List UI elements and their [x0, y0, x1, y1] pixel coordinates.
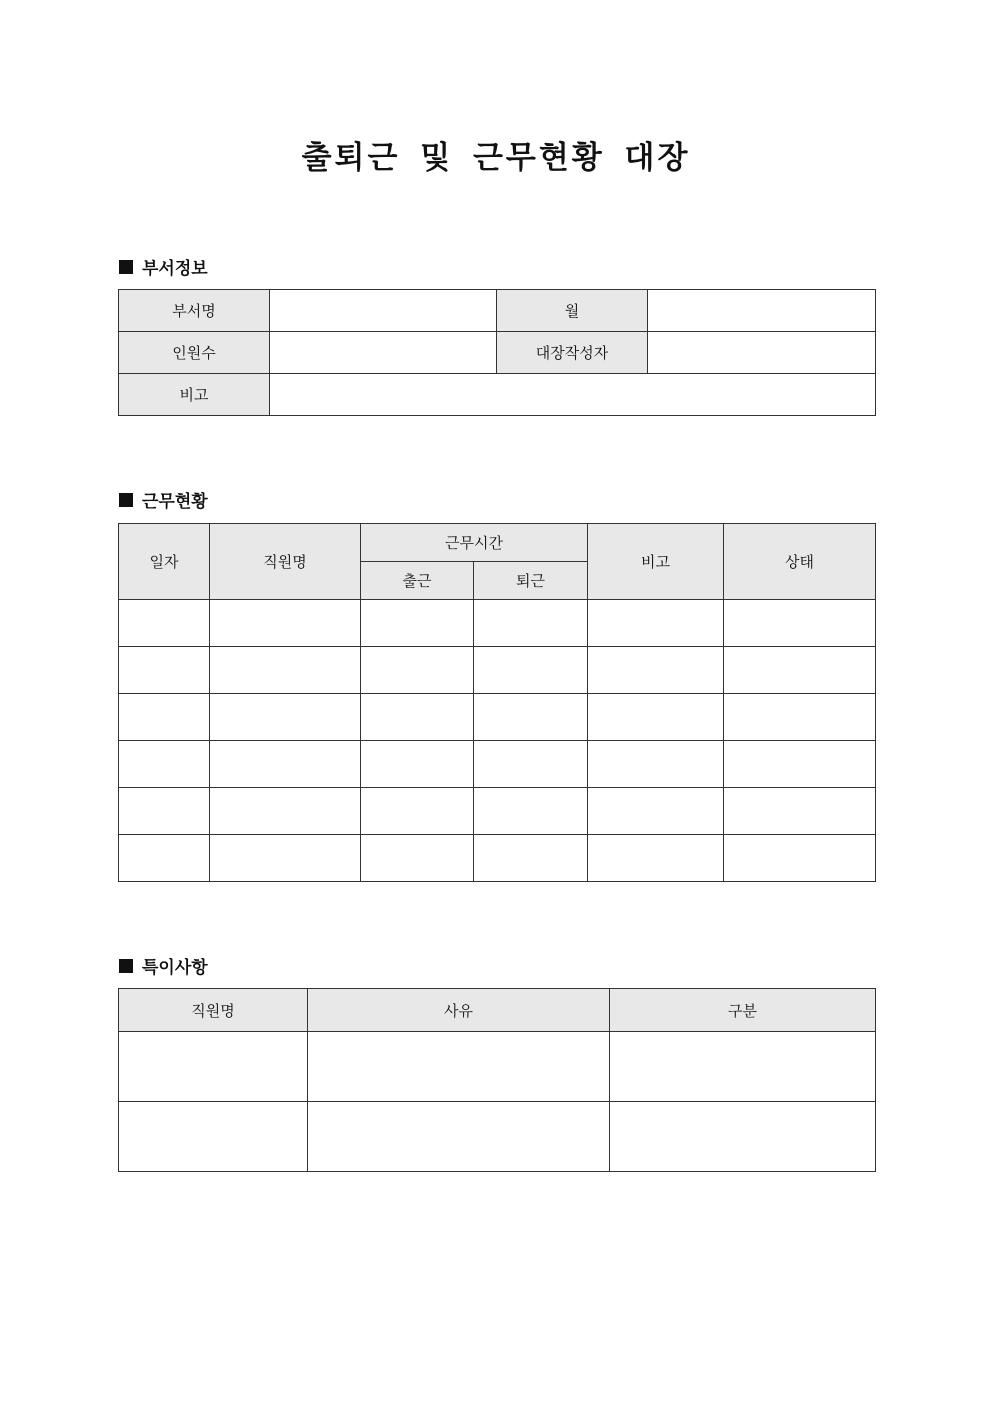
table-cell[interactable]: [724, 835, 876, 882]
table-cell[interactable]: [119, 600, 210, 647]
table-cell[interactable]: [724, 600, 876, 647]
table-cell[interactable]: [119, 647, 210, 694]
table-cell[interactable]: [210, 835, 361, 882]
table-cell[interactable]: [610, 1102, 876, 1172]
dept-name-field[interactable]: [270, 290, 497, 332]
col-header-employee: 직원명: [119, 989, 308, 1032]
table-row: [119, 835, 876, 882]
col-header-remarks: 비고: [588, 524, 724, 600]
col-header-work-time: 근무시간: [361, 524, 588, 562]
square-bullet-icon: [119, 260, 133, 274]
table-cell[interactable]: [361, 600, 474, 647]
table-cell[interactable]: [610, 1032, 876, 1102]
table-cell[interactable]: [724, 788, 876, 835]
table-cell[interactable]: [588, 647, 724, 694]
table-cell[interactable]: [474, 600, 588, 647]
section-heading-special-notes: [119, 953, 208, 978]
page-title: 출퇴근 및 근무현황 대장: [301, 140, 691, 176]
dept-info-table: [118, 289, 876, 416]
col-header-employee: 직원명: [210, 524, 361, 600]
table-cell[interactable]: [119, 788, 210, 835]
section-heading-label: 근무현황: [142, 492, 208, 512]
remarks-label: 비고: [119, 374, 270, 416]
col-header-category: 구분: [610, 989, 876, 1032]
table-cell[interactable]: [210, 694, 361, 741]
table-cell[interactable]: [474, 835, 588, 882]
table-cell[interactable]: [119, 694, 210, 741]
table-cell[interactable]: [361, 788, 474, 835]
square-bullet-icon: [119, 493, 133, 507]
table-cell[interactable]: [361, 741, 474, 788]
table-row: [119, 647, 876, 694]
table-cell[interactable]: [210, 741, 361, 788]
dept-name-label: 부서명: [119, 290, 270, 332]
table-cell[interactable]: [724, 694, 876, 741]
table-row: [119, 1102, 876, 1172]
table-cell[interactable]: [588, 600, 724, 647]
writer-field[interactable]: [648, 332, 876, 374]
section-heading-label: 특이사항: [142, 958, 208, 978]
month-field[interactable]: [648, 290, 876, 332]
table-row: [119, 600, 876, 647]
table-cell[interactable]: [119, 1102, 308, 1172]
table-cell[interactable]: [119, 835, 210, 882]
table-cell[interactable]: [474, 788, 588, 835]
headcount-field[interactable]: [270, 332, 497, 374]
col-header-clock-in: 출근: [361, 562, 474, 600]
table-cell[interactable]: [210, 647, 361, 694]
month-label: 월: [497, 290, 648, 332]
table-cell[interactable]: [724, 741, 876, 788]
table-cell[interactable]: [119, 741, 210, 788]
table-cell[interactable]: [361, 694, 474, 741]
table-row: [119, 694, 876, 741]
section-heading-dept-info: [119, 254, 208, 279]
table-cell[interactable]: [474, 741, 588, 788]
table-row: [119, 741, 876, 788]
table-cell[interactable]: [361, 647, 474, 694]
table-cell[interactable]: [588, 788, 724, 835]
table-cell[interactable]: [210, 788, 361, 835]
table-cell[interactable]: [588, 741, 724, 788]
table-cell[interactable]: [361, 835, 474, 882]
table-cell[interactable]: [308, 1102, 610, 1172]
headcount-label: 인원수: [119, 332, 270, 374]
table-cell[interactable]: [588, 835, 724, 882]
square-bullet-icon: [119, 959, 133, 973]
table-cell[interactable]: [210, 600, 361, 647]
table-cell[interactable]: [588, 694, 724, 741]
table-cell[interactable]: [724, 647, 876, 694]
col-header-status: 상태: [724, 524, 876, 600]
writer-label: 대장작성자: [497, 332, 648, 374]
remarks-field[interactable]: [270, 374, 876, 416]
table-cell[interactable]: [119, 1032, 308, 1102]
work-status-table: [118, 523, 876, 882]
table-row: [119, 788, 876, 835]
section-heading-label: 부서정보: [142, 259, 208, 279]
table-cell[interactable]: [308, 1032, 610, 1102]
special-notes-table: [118, 988, 876, 1172]
section-heading-work-status: [119, 487, 208, 512]
table-row: [119, 1032, 876, 1102]
col-header-clock-out: 퇴근: [474, 562, 588, 600]
table-cell[interactable]: [474, 694, 588, 741]
table-cell[interactable]: [474, 647, 588, 694]
col-header-reason: 사유: [308, 989, 610, 1032]
col-header-date: 일자: [119, 524, 210, 600]
